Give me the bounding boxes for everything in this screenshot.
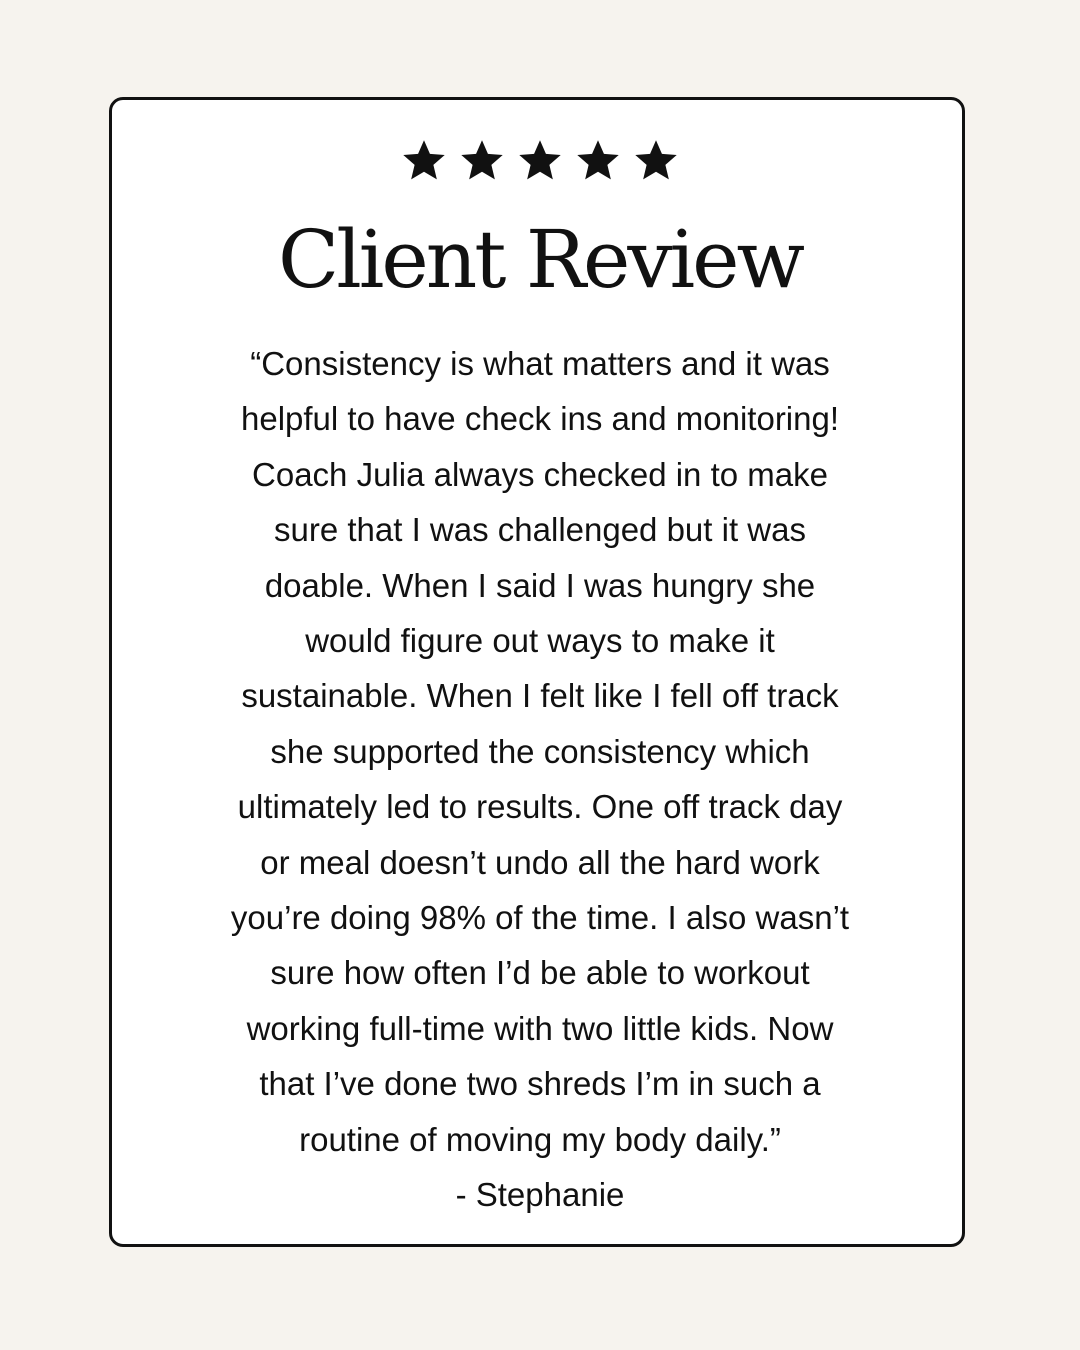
quote-line: “Consistency is what matters and it was	[250, 345, 830, 382]
quote-line: or meal doesn’t undo all the hard work	[260, 843, 820, 881]
quote-line: working full-time with two little kids. Now	[246, 1009, 834, 1047]
review-quote	[200, 336, 880, 1223]
quote-line: Coach Julia always checked in to make	[252, 455, 828, 493]
star-icon	[633, 138, 679, 184]
star-icon	[575, 138, 621, 184]
quote-line: doable. When I said I was hungry she	[264, 566, 816, 604]
quote-line: would figure out ways to make it	[305, 622, 775, 660]
quote-line: sustainable. When I felt like I fell off track	[241, 677, 839, 715]
star-icon	[517, 138, 563, 184]
quote-line: sure how often I’d be able to workout	[270, 954, 810, 992]
quote-line: sure that I was challenged but it was	[274, 511, 806, 549]
review-author: - Stephanie	[455, 1176, 625, 1214]
review-title: Client Review	[277, 213, 802, 306]
quote-line: she supported the consistency which	[270, 732, 810, 770]
quote-line: routine of moving my body daily.”	[299, 1120, 781, 1158]
star-icon	[459, 138, 505, 184]
quote-line: ultimately led to results. One off track day	[237, 788, 843, 826]
quote-line: you’re doing 98% of the time. I also wasn’t	[230, 899, 850, 937]
star-rating	[0, 138, 1080, 184]
quote-line: helpful to have check ins and monitoring!	[240, 400, 840, 438]
quote-line: that I’ve done two shreds I’m in such a	[259, 1065, 821, 1103]
star-icon	[401, 138, 447, 184]
